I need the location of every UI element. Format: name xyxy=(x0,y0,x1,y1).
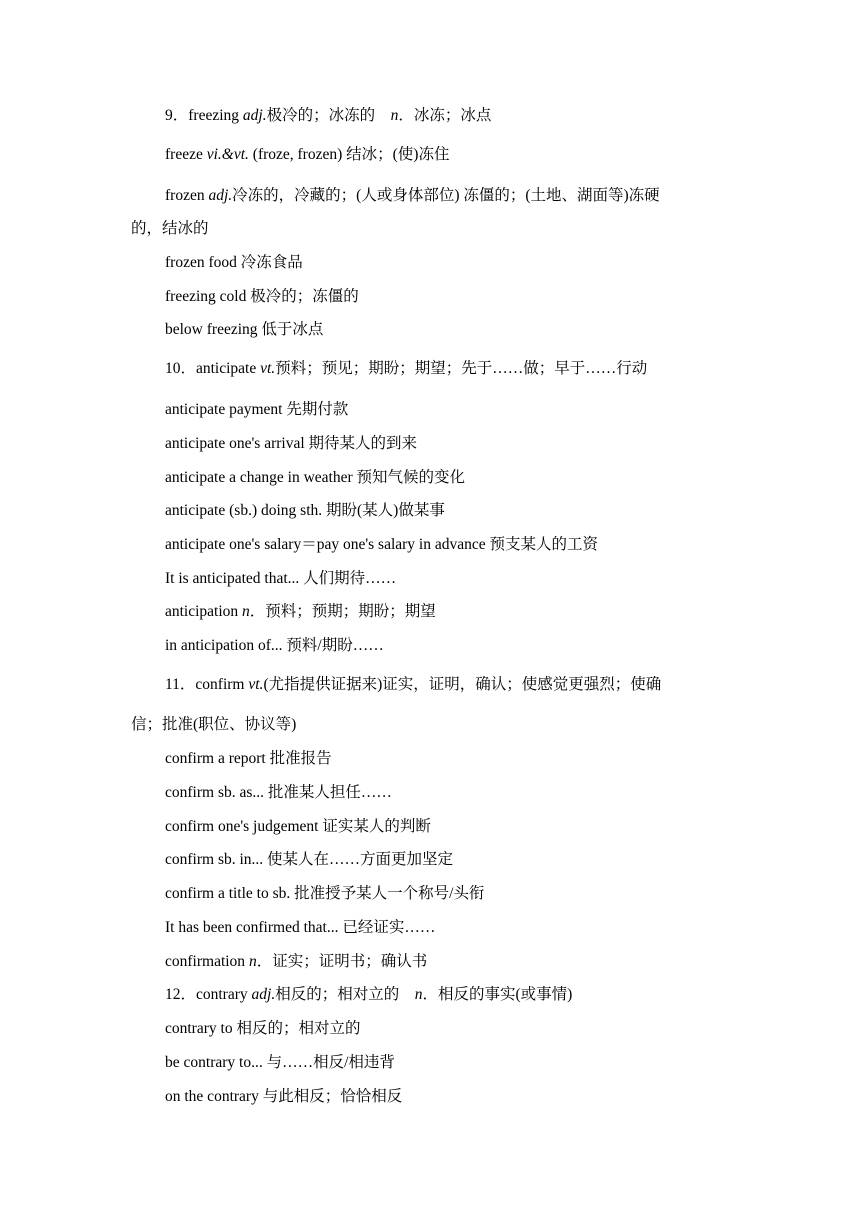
phrase-anticipate-salary: anticipate one's salary＝pay one's salary in advance 预支某人的工资 xyxy=(165,536,599,553)
phrase-confirm-report: confirm a report 批准报告 xyxy=(165,750,332,767)
phrase-frozen-food: frozen food 冷冻食品 xyxy=(165,254,303,271)
phrase-confirm-judgement: confirm one's judgement 证实某人的判断 xyxy=(165,818,431,835)
phrase-anticipate-arrival: anticipate one's arrival 期待某人的到来 xyxy=(165,435,418,452)
entry-freeze: freeze vi.&vt. (froze, frozen) 结冰；(使)冻住 xyxy=(165,146,450,163)
phrase-below-freezing: below freezing 低于冰点 xyxy=(165,321,324,338)
entry-frozen-continuation: 的，结冰的 xyxy=(131,220,209,237)
entry-confirmation: confirmation n．证实；证明书；确认书 xyxy=(165,953,428,970)
phrase-anticipate-payment: anticipate payment 先期付款 xyxy=(165,401,349,418)
entry-anticipation: anticipation n．预料；预期；期盼；期望 xyxy=(165,603,436,620)
phrase-it-is-anticipated: It is anticipated that... 人们期待…… xyxy=(165,570,397,587)
phrase-in-anticipation-of: in anticipation of... 预料/期盼…… xyxy=(165,637,384,654)
phrase-on-the-contrary: on the contrary 与此相反；恰恰相反 xyxy=(165,1088,403,1105)
entry-contrary-heading: 12．contrary adj.相反的；相对立的 n．相反的事实(或事情) xyxy=(165,986,573,1003)
phrase-freezing-cold: freezing cold 极冷的；冻僵的 xyxy=(165,288,359,305)
phrase-confirm-as: confirm sb. as... 批准某人担任…… xyxy=(165,784,392,801)
phrase-contrary-to: contrary to 相反的；相对立的 xyxy=(165,1020,361,1037)
entry-frozen: frozen adj.冷冻的，冷藏的；(人或身体部位) 冻僵的；(土地、湖面等)冻硬 xyxy=(165,187,660,204)
entry-confirm-heading: 11．confirm vt.(尤指提供证据来)证实，证明，确认；使感觉更强烈；使确 xyxy=(165,676,662,693)
phrase-be-contrary-to: be contrary to... 与……相反/相违背 xyxy=(165,1054,395,1071)
entry-confirm-continuation: 信；批准(职位、协议等) xyxy=(131,716,297,733)
phrase-confirm-in: confirm sb. in... 使某人在……方面更加坚定 xyxy=(165,851,454,868)
phrase-it-has-been-confirmed: It has been confirmed that... 已经证实…… xyxy=(165,919,436,936)
entry-freezing-heading: 9．freezing adj.极冷的；冰冻的 n．冰冻；冰点 xyxy=(165,107,492,124)
entry-anticipate-heading: 10．anticipate vt.预料；预见；期盼；期望；先于……做；早于……行动 xyxy=(165,360,648,377)
phrase-confirm-title: confirm a title to sb. 批准授予某人一个称号/头衔 xyxy=(165,885,485,902)
phrase-anticipate-doing: anticipate (sb.) doing sth. 期盼(某人)做某事 xyxy=(165,502,445,519)
phrase-anticipate-weather: anticipate a change in weather 预知气候的变化 xyxy=(165,469,465,486)
